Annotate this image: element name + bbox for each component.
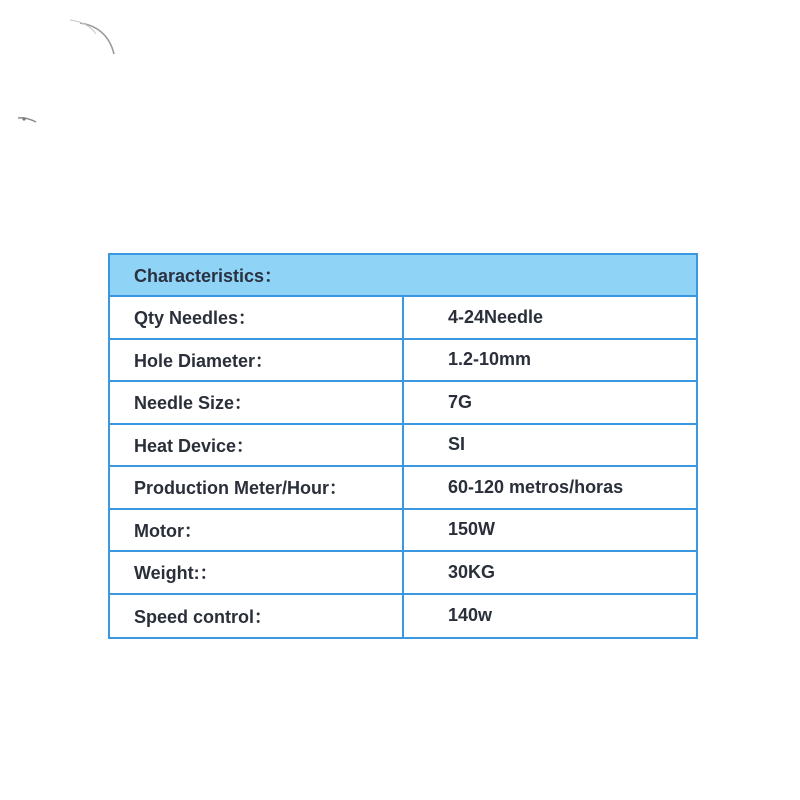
- table-row: [110, 467, 696, 510]
- row-label: Hole Diameter：: [110, 340, 404, 381]
- table-row: [110, 340, 696, 383]
- row-value: 140w: [448, 605, 493, 626]
- row-value: 30KG: [448, 561, 496, 582]
- row-value: 1.2-10mm: [448, 349, 532, 370]
- row-label: Qty Needles：: [110, 297, 404, 338]
- row-label: Motor：: [110, 510, 404, 551]
- row-value: SI: [448, 434, 466, 455]
- row-label: Heat Device：: [110, 425, 404, 466]
- table-row: [110, 595, 696, 638]
- row-value: 7G: [448, 391, 473, 412]
- table-row: [110, 510, 696, 553]
- table-row: [110, 297, 696, 340]
- row-label: Speed control：: [110, 595, 404, 638]
- table-row: [110, 552, 696, 595]
- row-value: 4-24Needle: [448, 306, 544, 327]
- row-value: 60-120 metros/horas: [448, 476, 624, 497]
- row-label: Needle Size：: [110, 382, 404, 423]
- row-label: Weight:：: [110, 552, 404, 593]
- row-value: 150W: [448, 519, 496, 540]
- corner-smudge-decoration: [10, 18, 130, 138]
- specification-table: [108, 253, 698, 639]
- table-header: Characteristics：: [110, 255, 696, 297]
- table-row: [110, 382, 696, 425]
- table-row: [110, 425, 696, 468]
- row-label: Production Meter/Hour：: [110, 467, 404, 508]
